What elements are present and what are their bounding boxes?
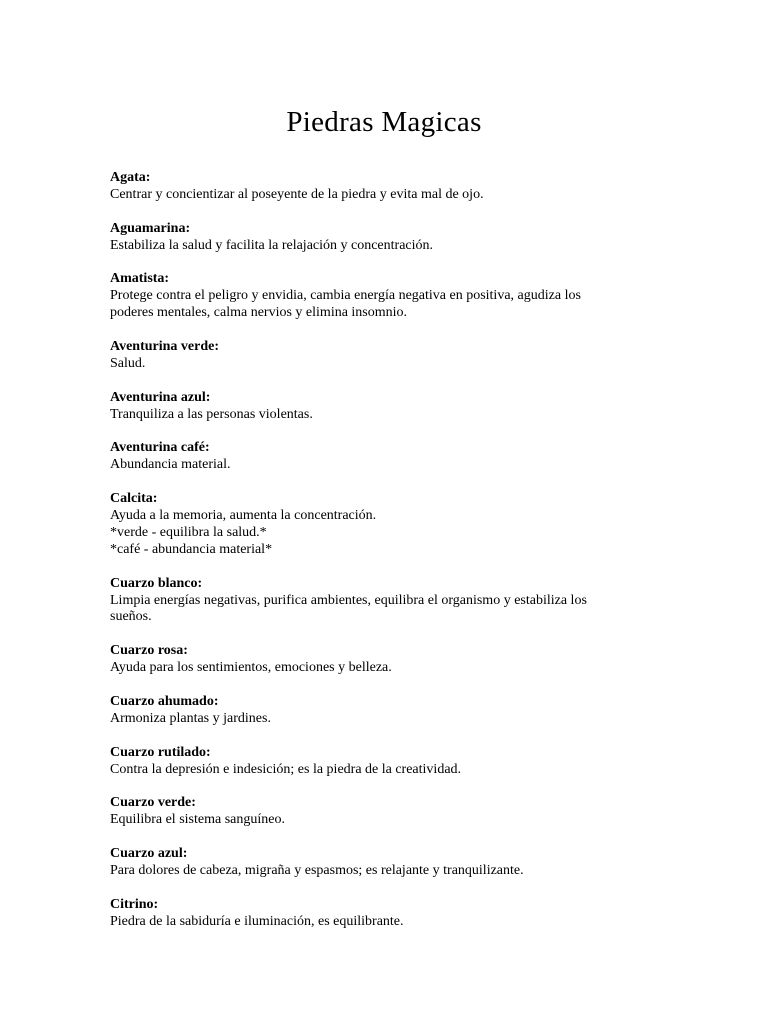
document-title: Piedras Magicas	[286, 106, 482, 139]
stone-name: Cuarzo rutilado:	[110, 744, 211, 760]
stone-description: Para dolores de cabeza, migraña y espasmos; es relajante y tranquilizante.	[110, 862, 524, 878]
stone-description: Abundancia material.	[110, 457, 231, 473]
stone-description: Limpia energías negativas, purifica ambientes, equilibra el organismo y estabiliza los sueños.	[110, 592, 587, 625]
stone-description: Tranquiliza a las personas violentas.	[110, 406, 313, 422]
stone-entry-aventurina-cafe	[110, 440, 650, 474]
stone-name: Calcita:	[110, 491, 158, 507]
stone-entry-cuarzo-ahumado	[110, 694, 650, 728]
stone-name: Aventurina café:	[110, 440, 210, 456]
stone-entry-aventurina-verde	[110, 339, 650, 373]
stone-description: Ayuda para los sentimientos, emociones y belleza.	[110, 660, 392, 676]
stone-name: Aventurina azul:	[110, 389, 211, 405]
stone-description: Centrar y concientizar al poseyente de la piedra y evita mal de ojo.	[110, 186, 484, 202]
stone-description: Protege contra el peligro y envidia, cambia energía negativa en positiva, agudiza los poderes mentales, calma nervios y elimina insomnio.	[110, 288, 581, 321]
stone-description: Ayuda a la memoria, aumenta la concentración. *verde - equilibra la salud.* *café - abundancia material*	[110, 508, 377, 557]
stone-name: Cuarzo azul:	[110, 846, 188, 862]
stone-entry-cuarzo-verde	[110, 795, 650, 829]
stone-entry-cuarzo-rutilado	[110, 745, 650, 779]
stone-entry-cuarzo-azul	[110, 846, 650, 880]
stone-name: Agata:	[110, 170, 151, 185]
stone-entry-citrino	[110, 897, 650, 931]
stone-description: Armoniza plantas y jardines.	[110, 710, 271, 726]
stone-description: Contra la depresión e indesición; es la piedra de la creatividad.	[110, 761, 462, 777]
stone-name: Aventurina verde:	[110, 339, 219, 355]
stone-description: Equilibra el sistema sanguíneo.	[110, 812, 285, 828]
stone-list	[110, 170, 650, 947]
stone-description: Salud.	[110, 355, 146, 371]
stone-name: Aguamarina:	[110, 220, 191, 236]
stone-name: Cuarzo rosa:	[110, 643, 188, 659]
stone-entry-amatista	[110, 271, 650, 322]
stone-description: Estabiliza la salud y facilita la relajación y concentración.	[110, 237, 434, 253]
stone-name: Cuarzo verde:	[110, 795, 196, 811]
stone-entry-calcita	[110, 491, 650, 559]
stone-name: Amatista:	[110, 271, 170, 287]
stone-entry-aventurina-azul	[110, 390, 650, 424]
stone-entry-cuarzo-blanco	[110, 576, 650, 627]
stone-entry-cuarzo-rosa	[110, 643, 650, 677]
stone-name: Cuarzo blanco:	[110, 575, 203, 591]
stone-description: Piedra de la sabiduría e iluminación, es equilibrante.	[110, 913, 404, 929]
stone-name: Cuarzo ahumado:	[110, 693, 219, 709]
stone-entry-agata	[110, 170, 650, 204]
stone-entry-aguamarina	[110, 221, 650, 255]
stone-name: Citrino:	[110, 896, 159, 912]
